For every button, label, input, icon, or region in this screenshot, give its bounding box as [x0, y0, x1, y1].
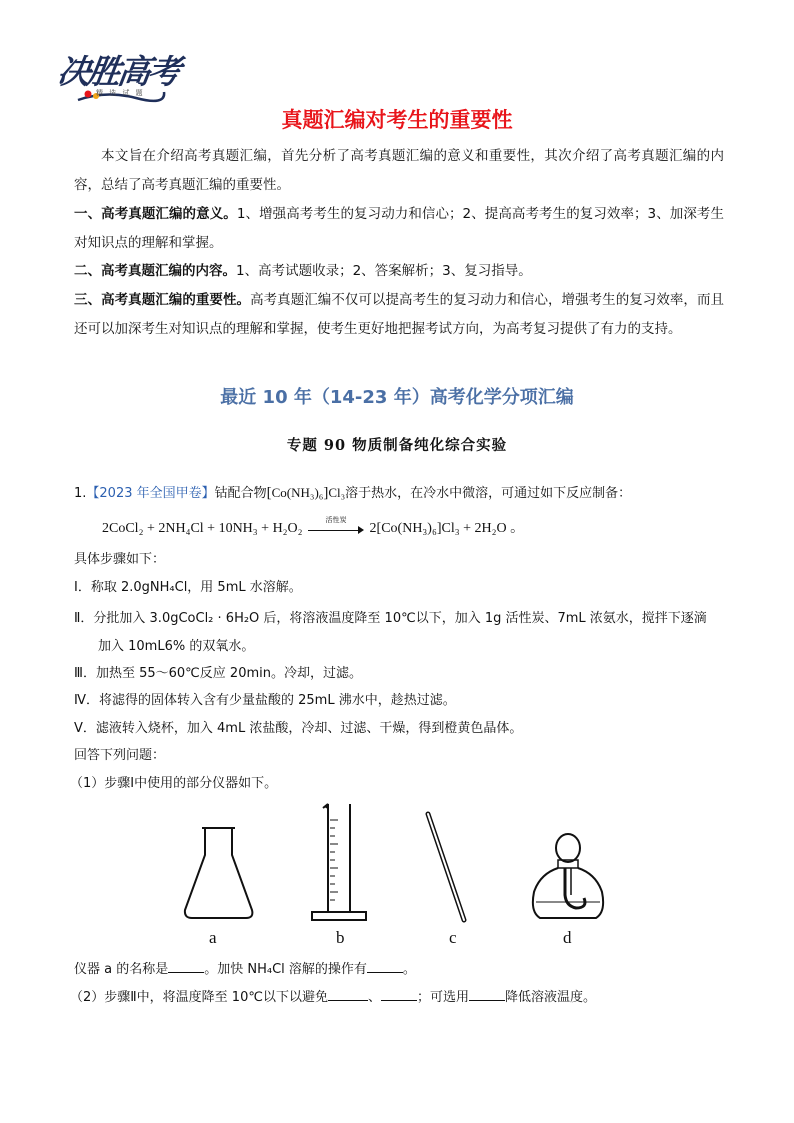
step-1 — [74, 577, 302, 599]
question-number: 1. — [74, 486, 87, 501]
sub-question-1-blanks — [74, 958, 416, 981]
equation-right: 2[Co(NH₃)₆]Cl₃ + 2H₂O 。 — [369, 521, 525, 536]
step-text: 分批加入 3.0gCoCl₂ · 6H₂O 后，将溶液温度降至 10℃以下，加入 1g 活性炭、7mL 浓氨水，搅拌下逐滴 — [93, 611, 707, 626]
chloride-formula: Cl₃ — [328, 485, 346, 500]
step-text: 将滤得的固体转入含有少量盐酸的 25mL 沸水中，趁热过滤。 — [99, 693, 456, 708]
sub2-text-a: （2）步骤Ⅱ中，将温度降至 10℃以下以避免 — [70, 990, 328, 1005]
reaction-arrow — [308, 515, 364, 535]
intro-paragraph: 本文旨在介绍高考真题汇编，首先分析了高考真题汇编的意义和重要性，其次介绍了高考真题汇编的内容，总结了高考真题汇编的重要性。 — [74, 148, 724, 193]
sub2-text-d: 降低溶液温度。 — [504, 990, 596, 1005]
glass-rod-icon — [428, 814, 464, 920]
sub2-text-c: ；可选用 — [416, 990, 469, 1005]
section-title: 一、高考真题汇编的意义。 — [74, 206, 237, 222]
step-num: Ⅳ． — [74, 693, 99, 708]
sub1-text-c: 。 — [402, 962, 416, 977]
sub1-text-a: 仪器 a 的名称是 — [74, 962, 169, 977]
question-stem-b: 溶于热水，在冷水中微溶，可通过如下反应制备： — [345, 486, 632, 501]
answer-blank[interactable] — [381, 986, 417, 1001]
section-text: 1、高考试题收录；2、答案解析；3、复习指导。 — [236, 263, 532, 279]
step-text: 加入 10mL6% 的双氧水。 — [98, 639, 255, 654]
apparatus-label-d: d — [563, 928, 572, 947]
step-2 — [74, 608, 707, 630]
steps-intro: 具体步骤如下： — [74, 552, 166, 567]
question-stem: 1.【2023 年全国甲卷】钴配合物[Co(NH₃)₆]Cl₃溶于热水，在冷水中微溶，可通过如下反应制备： — [74, 485, 632, 501]
question-stem-a: 钴配合物 — [214, 486, 267, 501]
step-3 — [74, 663, 362, 685]
logo — [54, 46, 181, 106]
page-title: 真题汇编对考生的重要性 — [281, 108, 513, 132]
logo-subtitle: 精 选 试 题 — [96, 89, 145, 97]
step-num: Ⅱ． — [74, 611, 94, 626]
step-num: Ⅲ． — [74, 666, 96, 681]
answer-blank[interactable] — [469, 986, 505, 1001]
complex-formula: Co(NH₃)₆ — [271, 485, 324, 500]
step-text: 滤液转入烧杯，加入 4mL 浓盐酸，冷却、过滤、干燥，得到橙黄色晶体。 — [95, 721, 523, 736]
collection-subtitle: 最近 10 年（14-23 年）高考化学分项汇编 — [220, 387, 574, 408]
step-5 — [74, 718, 522, 740]
step-num: Ⅰ． — [74, 580, 91, 595]
sub2-text-b: 、 — [367, 990, 381, 1005]
equation-left: 2CoCl₂ + 2NH₄Cl + 10NH₃ + H₂O₂ — [102, 521, 303, 536]
step-text: 加热至 55～60℃反应 20min。冷却，过滤。 — [95, 666, 362, 681]
apparatus-label-c: c — [449, 928, 457, 947]
answer-blank[interactable] — [168, 958, 204, 973]
section-text: 1、增强高考考生的复习动力和信心；2、提高高考考生的复习效率；3、加深考生对知识点的理解和掌握。 — [74, 206, 724, 251]
apparatus-label-a: a — [209, 928, 217, 947]
section-title: 三、高考真题汇编的重要性。 — [74, 292, 251, 308]
section-meaning — [74, 200, 724, 257]
topic-title: 专题 90 物质制备纯化综合实验 — [286, 437, 508, 454]
section-title: 二、高考真题汇编的内容。 — [74, 263, 236, 279]
section-content — [74, 257, 724, 286]
sub-question-2 — [70, 986, 596, 1009]
answer-blank[interactable] — [367, 958, 403, 973]
logo-text: 决胜高考 — [54, 52, 181, 91]
catalyst-label: 活性炭 — [325, 515, 347, 524]
answer-blank[interactable] — [328, 986, 368, 1001]
erlenmeyer-flask-icon — [185, 828, 253, 918]
graduated-cylinder-icon — [312, 804, 366, 920]
alcohol-lamp-icon — [533, 834, 603, 918]
reaction-equation — [102, 517, 524, 537]
sub-question-1: （1）步骤Ⅰ中使用的部分仪器如下。 — [70, 776, 278, 791]
step-num: Ⅴ． — [74, 721, 96, 736]
section-text: 高考真题汇编不仅可以提高考生的复习动力和信心，增强考生的复习效率，而且还可以加深考生对知识点的理解和掌握，使考生更好地把握考试方向，为高考复习提供了有力的支持。 — [74, 292, 725, 337]
question-source: 【2023 年全国甲卷】 — [86, 486, 215, 501]
step-4 — [74, 690, 456, 712]
section-importance — [74, 286, 724, 343]
sub1-text-b: 。加快 NH₄Cl 溶解的操作有 — [204, 962, 367, 977]
answer-prompt: 回答下列问题： — [74, 748, 166, 763]
step-2-cont — [98, 636, 254, 658]
step-text: 称取 2.0gNH₄Cl，用 5mL 水溶解。 — [90, 580, 302, 595]
apparatus-label-b: b — [336, 928, 345, 947]
